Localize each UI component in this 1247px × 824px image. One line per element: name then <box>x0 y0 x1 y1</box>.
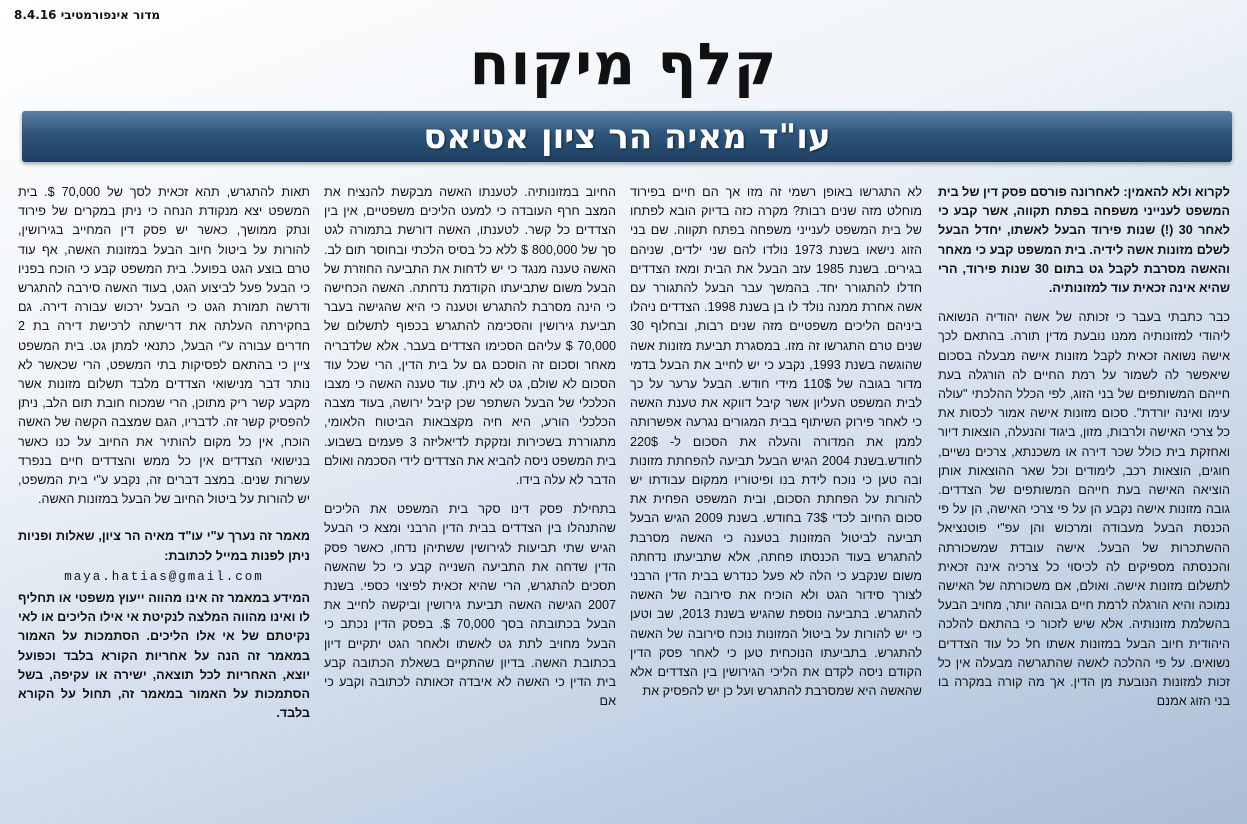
author-email[interactable]: maya.hatias@gmail.com <box>64 569 264 584</box>
legal-disclaimer: המידע במאמר זה אינו מהווה ייעוץ משפטי או תחליף לו ואינו מהווה המלצה לנקיטת אי אילו הליכים או לאי נקיטתם של אי אלו הליכים. הסתמכות על האמור במאמר זה הנה על אחריות הקורא בלבד וכפועל יוצא, האחריות לכל תוצאה, ישירה או עקיפה, בשל הסתמכות על האמור במאמר זה, תחול על הקורא בלבד. <box>18 591 310 721</box>
article-column-1 <box>938 183 1230 813</box>
author-name: עו"ד מאיה הר ציון אטיאס <box>423 116 831 157</box>
article-paragraph: לא התגרשו באופן רשמי זה מזו אך הם חיים בפירוד מוחלט מזה שנים רבות? מקרה כזה בדיוק הובא לפתחו של בית המשפט לענייני משפחה בפתח תקווה. שם בני הזוג נישאו בשנת 1973 נולדו להם שני ילדים, שניהם בגירים. בשנת 1985 עזב הבעל את הבית ומאז הצדדים חדלו להתגורר יחד. בהמשך עבר הבעל להתגורר עם אשה אחרת ממנה נולד לו בן בשנת 1998. הצדדים ניהלו ביניהם הליכים משפטיים מזה שנים רבות, ובחלוף 30 שנים טרם התגרשו זה מזו. במסגרת תביעת מזונות אשה שהוגשה בשנת 1993, נקבע כי יש לחייב את הבעל בדמי מדור בגובה של 110$ מידי חודש. הבעל ערער על כך לבית המשפט העליון אשר קיבל דווקא את טענת האשה כי לאחר פירוק השיתוף בבית המגורים נגרעה אפשרותה לממן את המדורה והעלה את הסכום ל- 220$ לחודש.בשנת 2004 הגיש הבעל תביעה להפחתת מזונות ובה טען כי נוכח לידת בנו ופיטוריו ממקום עבודתו יש להורות על הפחתת הסכום, ובית המשפט הפחית את סכום החיוב לכדי 73$ בחודש. בשנת 2009 הגיש הבעל תביעה לביטול המזונות בטענה כי האשה מסרבת להתגרש בעוד הכנסתו פחתה, אלא שתביעתו נדחתה משום שנקבע כי הלה לא פעל כנדרש בבית הדין הרבני לצורך סידור הגט ולא הוכיח את סירובה של האשה להתגרש. בתביעה נוספת שהגיש בשנת 2013, שב וטען כי יש להורות על ביטול המזונות נוכח סירובה של האשה להתגרש. בתביעתו הנוכחית טען כי לאחר פסק הדין הקודם ניסה לקדם את הליכי הגירושין בין הצדדים אלא שהאשה היא שמסרבת להתגרש ועל כן יש להפסיק את <box>630 185 922 699</box>
article-paragraph: החיוב במזונותיה. לטענתו האשה מבקשת להנציח את המצב חרף העובדה כי למעט הליכים משפטיים, אין בין הצדדים כל קשר. לטענתו, האשה דורשת בתמורה לגט סך של 800,000 $ ללא כל בסיס הלכתי ובחוסר תום לב. האשה טענה מנגד כי יש לדחות את התביעה החוזרת של הבעל משום שתביעתו הקודמת נדחתה. האשה הכחישה כי הינה מסרבת להתגרש וטענה כי היא שהגישה בעבר תביעת גירושין והסכימה להתגרש בכפוף לתשלום של 70,000 $ עליהם הסכימו הצדדים בעבר. אלא שלדבריה מאחר וסכום זה הוסכם גם על בית הדין, הרי שכל עוד הסכום לא שולם, גט לא ניתן. עוד טענה האשה כי מצבו הכלכלי של הבעל השתפר שכן קיבל ירושה, בעוד מצבה הכלכלי הורע, היא חיה מקצבאות הביטוח הלאומי, מתגוררת בשכירות ונזקקת לדיאליזה 3 פעמים בשבוע. בית המשפט ניסה להביא את הצדדים לידי הסכמה ואולם הדבר לא עלה בידו. <box>324 185 616 488</box>
article-paragraph: תאות להתגרש, תהא זכאית לסך של 70,000 $. בית המשפט יצא מנקודת הנחה כי ניתן במקרים של פירוד ונתק ממושך, כאשר יש פסק דין המחייב בגירושין, להורות על ביטול חיוב הבעל במזונות האשה, אף עוד טרם בוצע הגט בפועל. בית המשפט קבע כי הוכח בפניו כי הבעל פעל לביצוע הגט, בעוד האשה סירבה להתגרש ודרשה תמורת הגט כי הבעל ירכוש עבורה דירה. גם בחקירתה העלתה את דרישתה לרכישת דירה בת 2 חדרים עבורה ע"י הבעל, כתנאי למתן גט. בית המשפט ציין כי בהתאם לפסיקות בתי המשפט, הרי שכאשר לא נותר דבר מנישואי הצדדים מלבד תשלום מזונות אשר מקבע קשר ריק מתוכן, הרי שמכוח חובת תום הלב, ניתן להפסיק קשר זה. לדבריו, הגם שמצבה הקשה של האשה הוכח, אין כל מקום להותיר את החיוב על כנו כאשר בנישואי הצדדים אין כל ממש והצדדים חיים בנפרד עשרות שנים. במצב דברים זה, נקבע ע"י בית המשפט, יש להורות על ביטול החיוב של הבעל במזונות האשה. <box>18 185 310 507</box>
page-title: קלף מיקוח <box>469 30 778 98</box>
author-credit: מאמר זה נערך ע"י עו"ד מאיה הר ציון, שאלות ופניות ניתן לפנות במייל לכתובת: <box>18 529 310 563</box>
article-column-3 <box>324 183 616 813</box>
author-banner <box>22 111 1232 162</box>
article-paragraph: בתחילת פסק דינו סקר בית המשפט את הליכים שהתנהלו בין הצדדים בבית הדין הרבני ומצא כי הבעל הגיש שתי תביעות לגירושין ששתיהן נדחו, כאשר פסק הדין שדחה את התביעה השנייה קבע כי כל שהאשה תסכים להתגרש, הרי שהיא זכאית לפיצוי כספי. בשנת 2007 הגישה האשה תביעת גירושין וביקשה לחייב את הבעל בכתובתה בסך 70,000 $. בפסק הדין נכתב כי הבעל מחויב לתת גט לאשתו ולאחר הגט יתקיים דיון בכתובת האשה. בדיון שהתקיים בשאלת הכתובה קבע בית הדין כי האשה לא איבדה זכאותה לכתובה וקבע כי אם <box>324 502 616 709</box>
article-column-2 <box>630 183 922 813</box>
article-paragraph: כבר כתבתי בעבר כי זכותה של אשה יהודיה הנשואה ליהודי למזונותיה ממנו נובעת מדין תורה. בהתאם לכך אישה נשואה זכאית לקבל מזונות אישה מבעלה בסכום שיאפשר לה לשמור על רמת החיים לה הורגלה בעת חייהם המשותפים של בני הזוג, לפי הכלל ההלכתי "עולה עימו ואינה יורדת". סכום מזונות אישה אמור לכסות את כל צרכי האישה ולרבות, מזון, ביגוד והנעלה, הוצאות דיור ואחזקת בית כולל שכר דירה או משכנתא, צרכים נשיים, חוגים, הוצאות רכב, לימודים וכל שאר ההוצאות אותן הוציאה האישה בעת חייהם המשותפים של הצדדים. גובה מזונות אישה נקבע הן על פי צרכי האישה, הן על פי הכנסת הבעל מעבודה ומרכוש והן עפ"י פוטנציאל ההשתכרות של הבעל. אישה עובדת שמשכורתה והכנסתה מספיקים לה לכיסוי כל צרכיה אינה זכאית לתשלום מזונות אישה. ואולם, אם משכורתה של האישה נמוכה והיא הורגלה לרמת חיים גבוהה יותר, מחויב הבעל בהשלמת מזונותיה. אלא שיש לזכור כי בהתאם להלכה היהודית חיוב הבעל במזונות אשתו חל כל עוד הצדדים נשואים. על פי ההלכה לאשה שהתגרשה מבעלה אין כל זכות למזונות הנובעת מן הדין. אך מה קורה במקרה בו בני הזוג אמנם <box>938 310 1230 709</box>
section-tag: מדור אינפורמטיבי 8.4.16 <box>14 8 161 22</box>
article-lead: לקרוא ולא להאמין: לאחרונה פורסם פסק דין של בית המשפט לענייני משפחה בפתח תקווה, אשר קבע כי לאחר 30 (!) שנות פירוד הבעל לאשתו, יחדל הבעל לשלם מזונות אשה לידיה. בית המשפט קבע כי מאחר והאשה מסרבת לקבל גט בתום 30 שנות פירוד, הרי שהיא אינה זכאית עוד למזונותיה. <box>938 185 1230 296</box>
article-column-4 <box>18 183 310 813</box>
